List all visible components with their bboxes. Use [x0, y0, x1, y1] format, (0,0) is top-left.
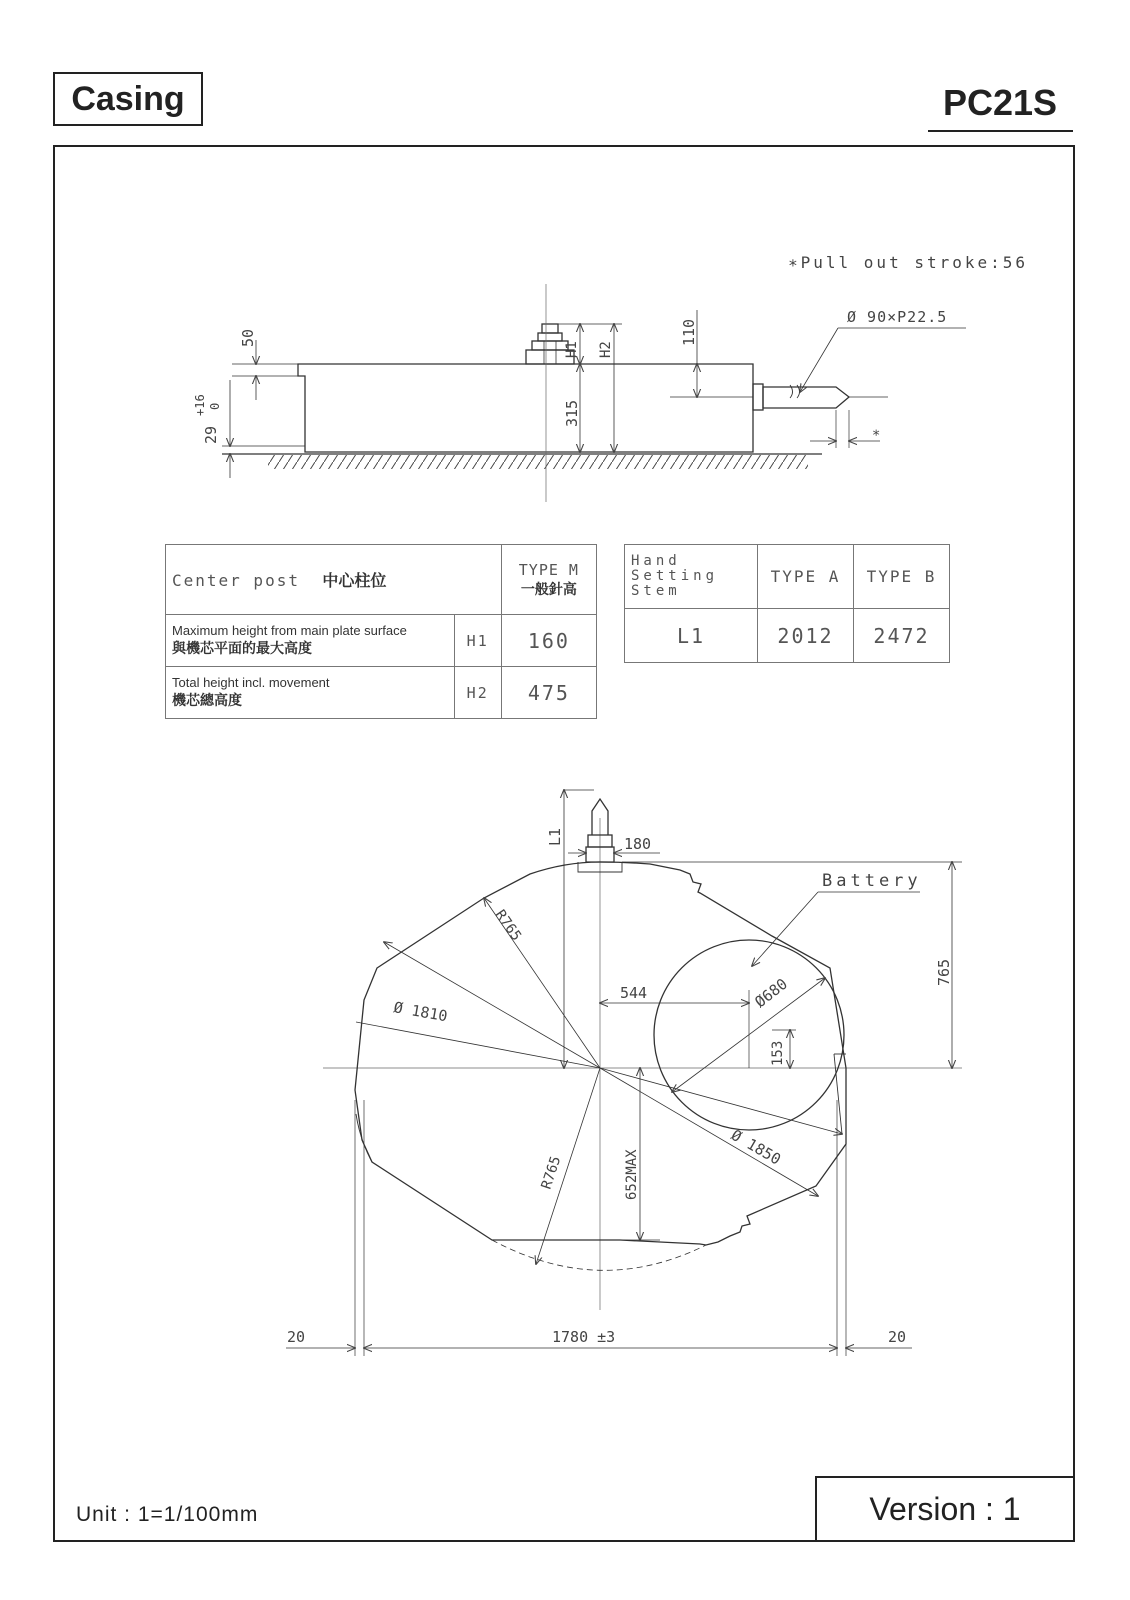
dim-20-left: 20	[287, 1328, 306, 1346]
dia-1850: Ø 1850	[728, 1125, 784, 1169]
r765-top: R765	[491, 907, 525, 944]
row-l1-value-a: 2012	[758, 609, 854, 663]
stem-header-line3: Stem	[631, 583, 681, 599]
row-h1-code: H1	[454, 615, 501, 667]
row-h2-code: H2	[454, 667, 501, 719]
row-h2-desc-cn: 機芯總高度	[172, 692, 242, 708]
battery-label: Battery	[822, 871, 922, 891]
center-post-label-cn: 中心柱位	[322, 573, 387, 590]
stem-table	[624, 544, 950, 663]
version-box: Version : 1	[815, 1476, 1075, 1542]
dim-50: 50	[239, 328, 257, 347]
plan-view	[286, 790, 962, 1356]
type-b-header: TYPE B	[854, 545, 950, 609]
table-row-h2	[166, 667, 597, 719]
dia-680: Ø680	[751, 974, 791, 1012]
dim-153: 153	[770, 1040, 786, 1066]
side-view	[193, 253, 1028, 502]
center-post-label-en: Center post	[172, 571, 300, 590]
row-h1-desc	[166, 615, 455, 667]
label-h2: H2	[598, 341, 614, 358]
table-row-h1	[166, 615, 597, 667]
movement-body	[298, 364, 753, 452]
dim-20-right: 20	[888, 1328, 907, 1346]
row-h2-value: 475	[501, 667, 596, 719]
row-h2-desc	[166, 667, 455, 719]
dim-110: 110	[680, 318, 698, 346]
dim-180: 180	[624, 835, 652, 853]
casing-title: Casing	[53, 72, 203, 126]
ground-hatch	[268, 455, 808, 469]
stem-spec: Ø 90×P22.5	[847, 308, 948, 326]
outer-arc-dashed	[492, 1240, 706, 1270]
label-l1: L1	[546, 827, 564, 846]
center-post-header	[166, 545, 502, 615]
stem-header-line2: Setting	[631, 568, 719, 584]
tolerance-plus: +16	[193, 394, 207, 416]
row-l1-value-b: 2472	[854, 609, 950, 663]
stroke-star: ∗	[872, 425, 881, 441]
row-h2-desc-en: Total height incl. movement	[172, 675, 330, 690]
row-h1-value: 160	[501, 615, 596, 667]
dim-544: 544	[620, 984, 648, 1002]
type-m-sub: 一般針高	[520, 580, 577, 597]
label-h1: H1	[564, 341, 580, 358]
dia-1810: Ø 1810	[392, 998, 449, 1026]
model-number: PC21S	[942, 82, 1058, 123]
unit-label: Unit : 1=1/100mm	[76, 1503, 259, 1526]
pull-out-stroke-note: ∗Pull out stroke:56	[788, 253, 1029, 272]
stem-header-line1: Hand	[631, 553, 681, 569]
dim-315: 315	[563, 399, 581, 427]
stem-header	[625, 545, 758, 609]
dim-652max: 652MAX	[624, 1149, 640, 1200]
dim-29: 29	[202, 425, 220, 444]
row-h1-desc-en: Maximum height from main plate surface	[172, 623, 407, 638]
row-l1-code: L1	[625, 609, 758, 663]
dim-765-right: 765	[935, 958, 953, 986]
type-m-header	[501, 545, 596, 615]
r765-bottom: R765	[538, 1154, 565, 1192]
type-a-header: TYPE A	[758, 545, 854, 609]
setting-stem	[753, 384, 888, 410]
type-m-label: TYPE M	[518, 560, 579, 579]
tolerance-zero: 0	[208, 402, 222, 410]
dim-1780: 1780 ±3	[552, 1328, 616, 1346]
table-row-l1	[625, 609, 950, 663]
center-post-table	[165, 544, 597, 719]
row-h1-desc-cn: 與機芯平面的最大高度	[172, 640, 312, 656]
